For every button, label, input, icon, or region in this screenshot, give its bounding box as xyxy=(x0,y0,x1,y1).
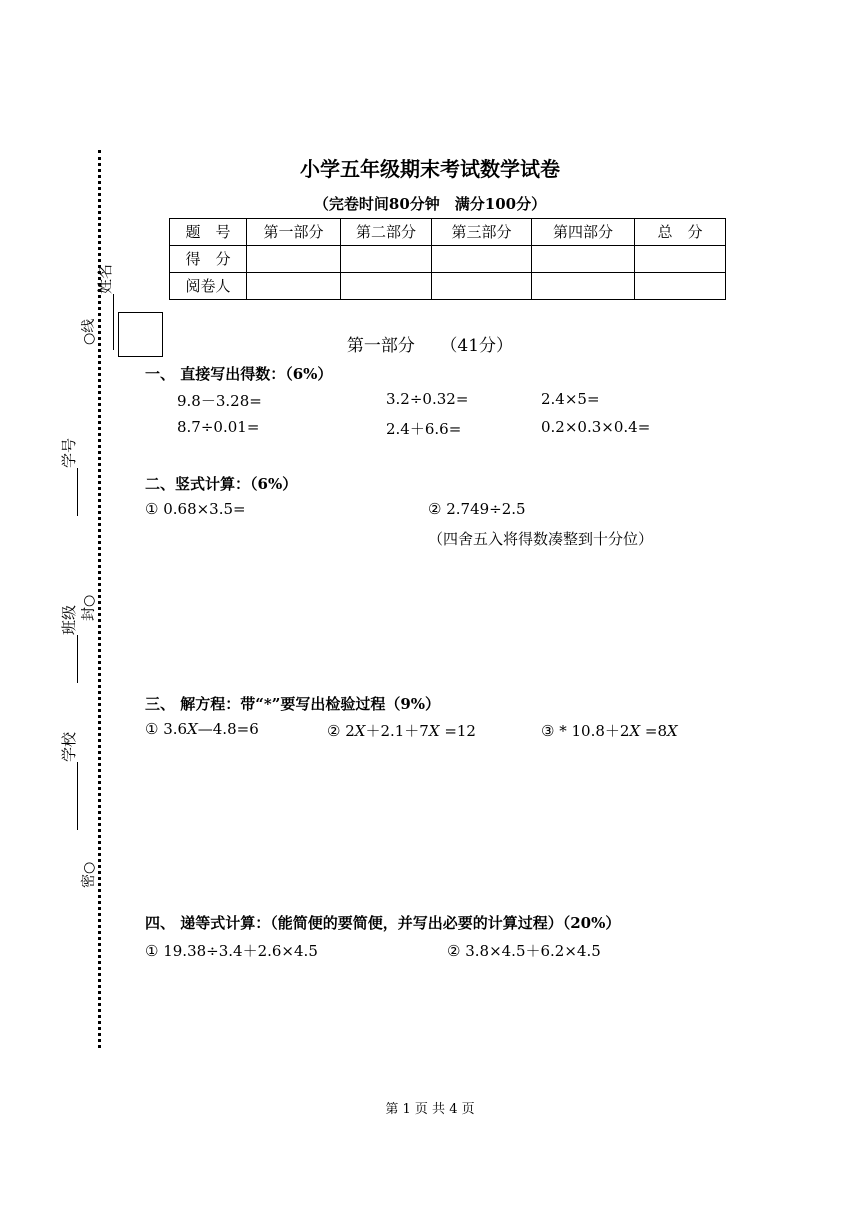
score-cell[interactable] xyxy=(247,246,341,273)
grader-cell[interactable] xyxy=(532,273,635,300)
q3-heading: 三、 解方程：带“*”要写出检验过程（9%） xyxy=(145,695,441,713)
grader-cell[interactable] xyxy=(432,273,532,300)
q4-item: ① 19.38÷3.4＋2.6×4.5 xyxy=(145,942,318,960)
q2-item: ② 2.749÷2.5 xyxy=(428,500,526,518)
q4-heading: 四、 递等式计算：（能简便的要简便，并写出必要的计算过程）（20%） xyxy=(145,914,621,932)
binding-seal-mark: 封○ xyxy=(81,594,97,621)
score-table-header: 第四部分 xyxy=(532,219,635,246)
q3-item: ① 3.6X—4.8=6 xyxy=(145,720,259,738)
grader-cell[interactable] xyxy=(635,273,726,300)
score-table-header: 第二部分 xyxy=(341,219,432,246)
q1-item: 8.7÷0.01= xyxy=(177,418,260,436)
part1-heading: 第一部分 （41分） xyxy=(346,336,514,356)
q2-heading: 二、竖式计算：（6%） xyxy=(145,475,298,493)
q2-note: （四舍五入将得数凑整到十分位） xyxy=(428,530,654,548)
binding-number-field: 学号 xyxy=(58,436,78,516)
score-cell[interactable] xyxy=(432,246,532,273)
binding-secret-mark: 密○ xyxy=(81,861,97,888)
binding-line-mark-text: ○线 xyxy=(81,318,97,345)
binding-class-field: 班级 xyxy=(58,603,78,683)
q1-item: 9.8－3.28= xyxy=(177,392,262,410)
score-table-header: 第一部分 xyxy=(247,219,341,246)
score-table-row xyxy=(170,246,726,273)
page-subtitle: （完卷时间80分钟 满分100分） xyxy=(313,195,547,213)
q3-item: ② 2X＋2.1＋7X =12 xyxy=(327,722,476,740)
grader-cell[interactable] xyxy=(341,273,432,300)
q3-item: ③ * 10.8＋2X =8X xyxy=(541,722,678,740)
score-cell[interactable] xyxy=(341,246,432,273)
q1-heading: 一、 直接写出得数：（6%） xyxy=(145,365,333,383)
q1-item: 0.2×0.3×0.4= xyxy=(541,418,651,436)
score-table-header: 总 分 xyxy=(635,219,726,246)
score-table-header: 第三部分 xyxy=(432,219,532,246)
q2-item: ① 0.68×3.5= xyxy=(145,500,246,518)
score-table xyxy=(169,218,726,300)
binding-name-field: 姓名 xyxy=(94,262,114,350)
score-cell[interactable] xyxy=(532,246,635,273)
page-footer: 第 1 页 共 4 页 xyxy=(385,1102,475,1117)
score-table-row xyxy=(170,273,726,300)
q1-item: 3.2÷0.32= xyxy=(386,390,469,408)
q4-item: ② 3.8×4.5＋6.2×4.5 xyxy=(447,942,601,960)
binding-school-field: 学校 xyxy=(58,730,78,830)
score-table-header-row xyxy=(170,219,726,246)
score-table-header: 题 号 xyxy=(170,219,247,246)
grader-row-label: 阅卷人 xyxy=(170,273,247,300)
page-title: 小学五年级期末考试数学试卷 xyxy=(300,157,560,181)
q1-item: 2.4×5= xyxy=(541,390,600,408)
grader-cell[interactable] xyxy=(247,273,341,300)
score-cell[interactable] xyxy=(635,246,726,273)
q1-item: 2.4＋6.6= xyxy=(386,420,462,438)
score-row-label: 得 分 xyxy=(170,246,247,273)
